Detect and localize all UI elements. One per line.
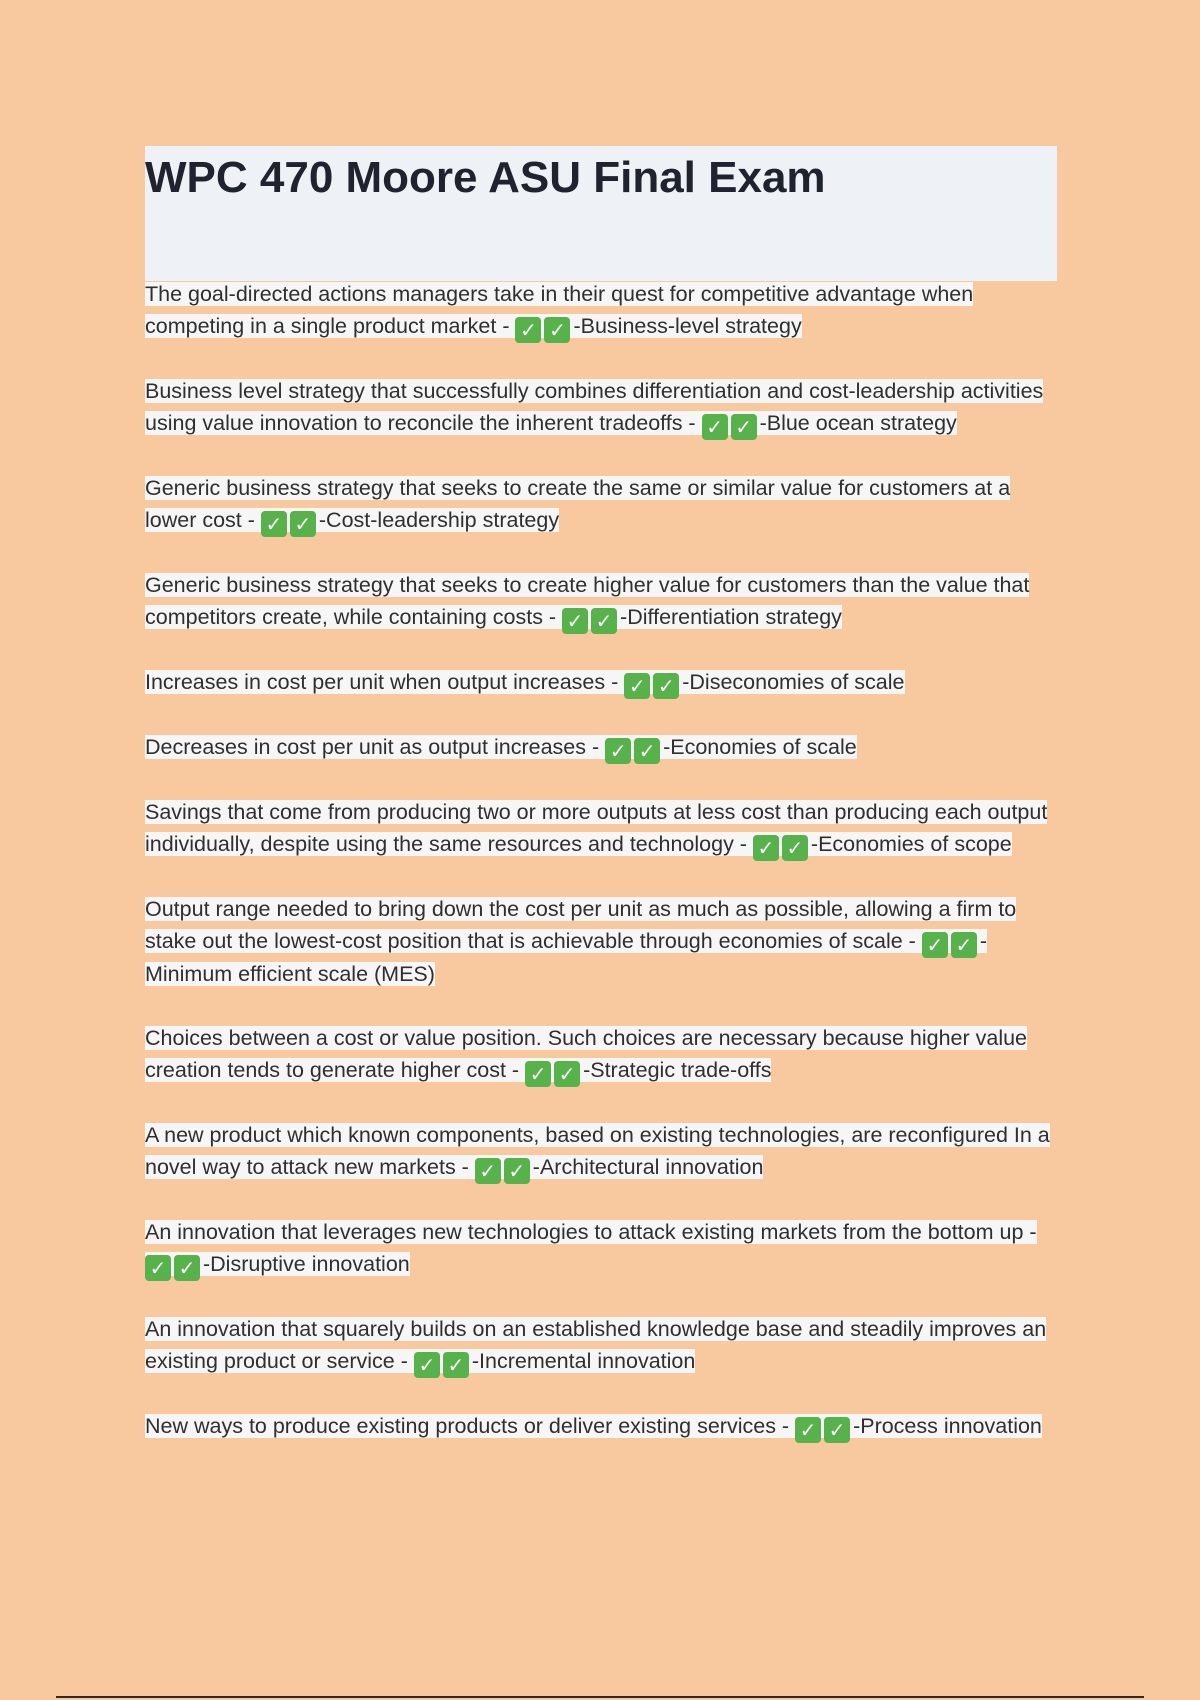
check-mark-icon: ✓ [951,932,977,958]
check-mark-icon: ✓ [504,1158,530,1184]
flashcard-list [145,278,1065,1475]
check-mark-icon: ✓ [634,738,660,764]
check-mark-icon: ✓ [562,608,588,634]
answer-text: -Differentiation strategy [620,605,842,629]
check-marks [795,1414,853,1442]
check-mark-icon: ✓ [475,1158,501,1184]
check-mark-icon: ✓ [515,317,541,343]
flashcard-entry [145,472,1065,537]
answer-text: -Cost-leadership strategy [318,508,560,532]
check-mark-icon: ✓ [653,673,679,699]
check-mark-icon: ✓ [782,835,808,861]
check-mark-icon: ✓ [290,511,316,537]
answer-text: -Architectural innovation [532,1155,764,1179]
title-block [145,146,1057,281]
answer-text: -Business-level strategy [573,314,802,338]
page-bottom-divider [56,1696,1144,1698]
check-marks [261,508,319,536]
question-text: Generic business strategy that seeks to create the same or similar value for customers at a lower cost - [145,476,1011,532]
question-text: Choices between a cost or value position. Such choices are necessary because higher value creation tends to generate higher cost - [145,1026,1028,1082]
check-marks [605,735,663,763]
question-text: Savings that come from producing two or more outputs at less cost than producing each output individually, despite using the same resources and technology - [145,800,1048,856]
flashcard-entry [145,796,1065,861]
check-mark-icon: ✓ [261,511,287,537]
flashcard-entry [145,1119,1065,1184]
flashcard-entry [145,1410,1065,1443]
question-text: An innovation that leverages new technologies to attack existing markets from the bottom up - [145,1220,1037,1244]
flashcard-entry [145,666,1065,699]
question-text: Business level strategy that successfully combines differentiation and cost-leadership activities using value innovation to reconcile the inherent tradeoffs - [145,379,1044,435]
check-mark-icon: ✓ [145,1255,171,1281]
check-marks [145,1252,203,1280]
check-marks [562,605,620,633]
question-text: Generic business strategy that seeks to create higher value for customers than the value that competitors create, while containing costs - [145,573,1030,629]
check-mark-icon: ✓ [795,1417,821,1443]
answer-text: -Process innovation [853,1414,1042,1438]
question-text: Decreases in cost per unit as output increases - [145,735,606,759]
answer-text: -Incremental innovation [471,1349,696,1373]
check-marks [624,670,682,698]
check-marks [515,314,573,342]
flashcard-entry [145,893,1065,990]
question-text: Output range needed to bring down the cost per unit as much as possible, allowing a firm to stake out the lowest-cost position that is achievable through economies of scale - [145,897,1017,953]
check-mark-icon: ✓ [544,317,570,343]
question-text: A new product which known components, based on existing technologies, are reconfigured In a novel way to attack new markets - [145,1123,1050,1179]
answer-text: -Strategic trade-offs [583,1058,772,1082]
answer-text: -Disruptive innovation [203,1252,410,1276]
check-marks [922,929,980,957]
check-mark-icon: ✓ [554,1061,580,1087]
check-mark-icon: ✓ [525,1061,551,1087]
flashcard-entry [145,1022,1065,1087]
check-marks [525,1058,583,1086]
check-mark-icon: ✓ [174,1255,200,1281]
answer-text: -Minimum efficient scale (MES) [145,929,987,986]
check-mark-icon: ✓ [591,608,617,634]
question-text: The goal-directed actions managers take in their quest for competitive advantage when competing in a single product market - [145,282,974,338]
check-marks [414,1349,472,1377]
check-marks [475,1155,533,1183]
check-mark-icon: ✓ [624,673,650,699]
check-mark-icon: ✓ [731,414,757,440]
answer-text: -Blue ocean strategy [759,411,957,435]
flashcard-entry [145,375,1065,440]
question-text: Increases in cost per unit when output increases - [145,670,625,694]
check-mark-icon: ✓ [824,1417,850,1443]
question-text: New ways to produce existing products or deliver existing services - [145,1414,796,1438]
check-mark-icon: ✓ [605,738,631,764]
question-text: An innovation that squarely builds on an established knowledge base and steadily improves an existing product or service - [145,1317,1047,1373]
check-marks [753,832,811,860]
answer-text: -Economies of scale [663,735,857,759]
flashcard-entry [145,1313,1065,1378]
answer-text: -Economies of scope [810,832,1012,856]
answer-text: -Diseconomies of scale [682,670,905,694]
check-mark-icon: ✓ [414,1352,440,1378]
flashcard-entry [145,1216,1065,1281]
check-marks [702,411,760,439]
check-mark-icon: ✓ [443,1352,469,1378]
flashcard-entry [145,278,1065,343]
flashcard-entry [145,731,1065,764]
document-title: WPC 470 Moore ASU Final Exam [145,153,826,202]
flashcard-entry [145,569,1065,634]
check-mark-icon: ✓ [753,835,779,861]
check-mark-icon: ✓ [702,414,728,440]
check-mark-icon: ✓ [922,932,948,958]
